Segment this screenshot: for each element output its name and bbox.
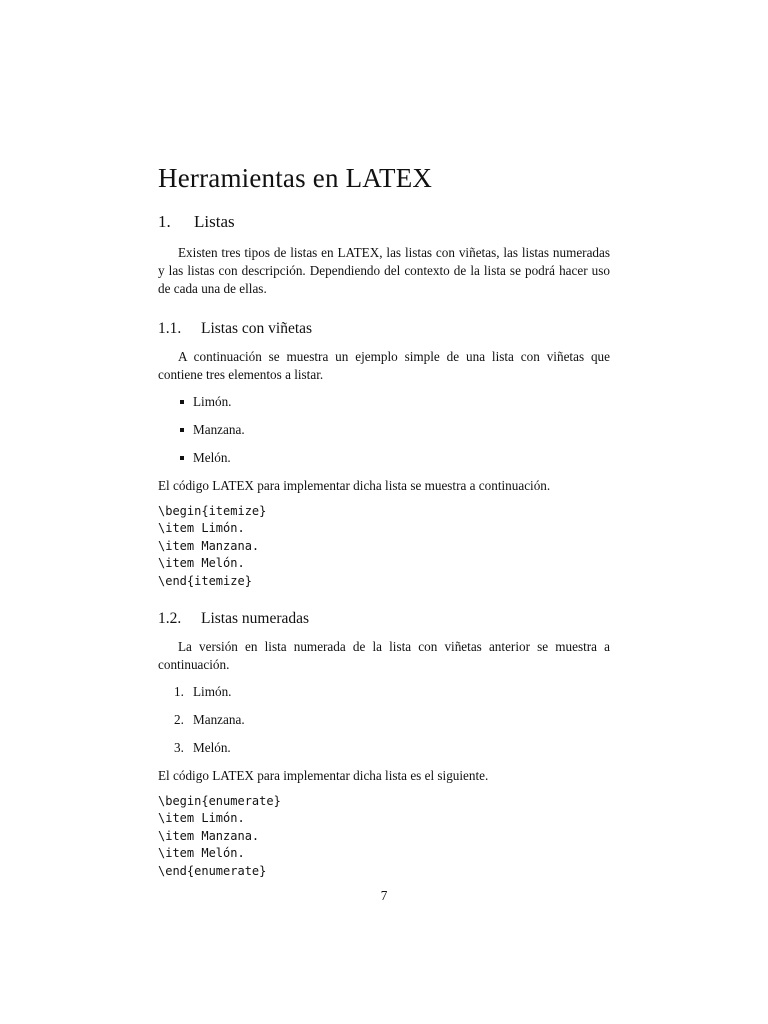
section-title: Listas <box>194 212 235 231</box>
list-item: 1. Limón. <box>174 684 232 700</box>
document-page <box>158 160 610 880</box>
code-block-enumerate: \begin{enumerate} \item Limón. \item Manzana. \item Melón. \end{enumerate} <box>158 794 281 878</box>
list-item: 3. Melón. <box>174 740 231 756</box>
bullet-square-icon <box>180 456 184 460</box>
document-title: Herramientas en LATEX <box>158 163 433 193</box>
subsection-heading-vinetas <box>158 318 610 340</box>
bullet-square-icon <box>180 428 184 432</box>
bullet-list <box>158 393 610 467</box>
bullet-square-icon <box>180 400 184 404</box>
section-heading-listas <box>158 210 610 234</box>
code-block-itemize: \begin{itemize} \item Limón. \item Manzana. \item Melón. \end{itemize} <box>158 504 267 588</box>
list-item: Manzana. <box>158 421 610 439</box>
code-intro-paragraph: El código LATEX para implementar dicha lista se muestra a continuación. <box>158 478 551 493</box>
list-item: Melón. <box>158 449 610 467</box>
subsection-number: 1.2. <box>158 610 182 628</box>
subsection-number: 1.1. <box>158 320 182 337</box>
section-number: 1. <box>158 212 171 231</box>
code-intro-paragraph: El código LATEX para implementar dicha lista es el siguiente. <box>158 768 489 784</box>
page-number: 7 <box>380 888 388 903</box>
subsection-intro-paragraph: La versión en lista numerada de la lista con viñetas anterior se muestra a continuación. <box>158 639 610 673</box>
section-intro-paragraph: Existen tres tipos de listas en LATEX, las listas con viñetas, las listas numeradas y las listas con descripción. Dependiendo del contexto de la lista se podrá hacer uso de cada una de ellas. <box>158 245 610 296</box>
numbered-list <box>158 683 610 757</box>
subsection-intro-paragraph: A continuación se muestra un ejemplo simple de una lista con viñetas que contiene tres elementos a listar. <box>158 349 610 382</box>
subsection-title: Listas con viñetas <box>201 320 313 337</box>
subsection-heading-numeradas <box>158 608 610 630</box>
list-item: 2. Manzana. <box>174 712 245 728</box>
list-item: Limón. <box>158 393 610 411</box>
subsection-title: Listas numeradas <box>201 610 310 628</box>
